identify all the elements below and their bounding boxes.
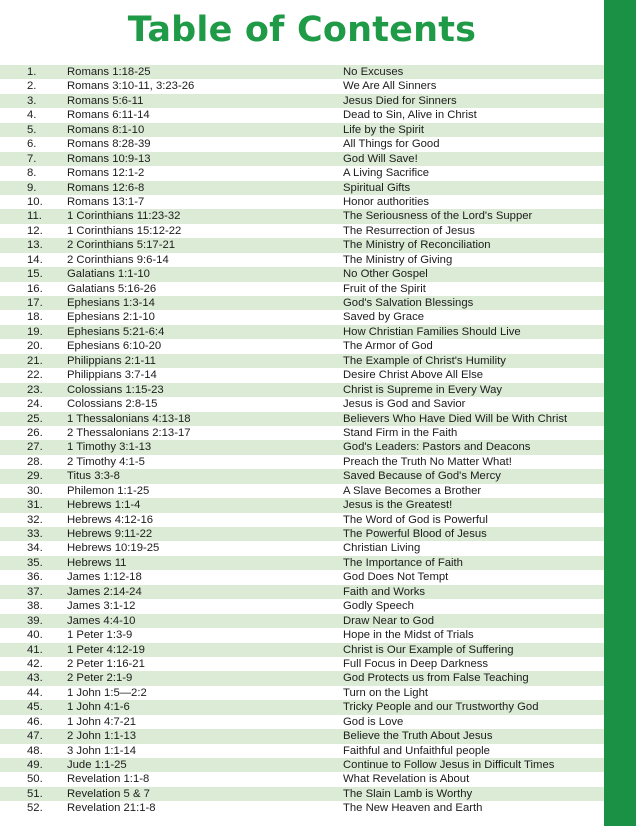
toc-row xyxy=(0,801,604,815)
entry-reference: Romans 8:1-10 xyxy=(67,123,145,136)
toc-row xyxy=(0,397,604,411)
entry-title: Jesus Died for Sinners xyxy=(343,94,457,107)
entry-number: 45. xyxy=(27,701,43,714)
entry-reference: 1 Corinthians 15:12-22 xyxy=(67,224,182,237)
entry-number: 47. xyxy=(27,730,43,743)
toc-row xyxy=(0,556,604,570)
entry-reference: Colossians 2:8-15 xyxy=(67,398,158,411)
entry-reference: Romans 5:6-11 xyxy=(67,94,144,107)
toc-row xyxy=(0,700,604,714)
entry-reference: Romans 12:6-8 xyxy=(67,181,145,194)
entry-reference: James 3:1-12 xyxy=(67,600,136,613)
entry-title: The Ministry of Reconciliation xyxy=(343,239,491,252)
toc-row xyxy=(0,238,604,252)
entry-number: 52. xyxy=(27,802,43,815)
page-title: Table of Contents xyxy=(127,10,477,50)
entry-reference: 1 Peter 4:12-19 xyxy=(67,643,145,656)
entry-number: 41. xyxy=(27,643,43,656)
toc-row xyxy=(0,513,604,527)
entry-number: 29. xyxy=(27,470,43,483)
entry-reference: 2 Thessalonians 2:13-17 xyxy=(67,426,191,439)
toc-row xyxy=(0,296,604,310)
entry-title: The Example of Christ's Humility xyxy=(343,354,506,367)
toc-row xyxy=(0,253,604,267)
entry-reference: James 4:4-10 xyxy=(67,614,136,627)
toc-row xyxy=(0,166,604,180)
toc-row xyxy=(0,772,604,786)
entry-title: Tricky People and our Trustworthy God xyxy=(343,701,539,714)
entry-number: 3. xyxy=(27,94,37,107)
entry-title: Spiritual Gifts xyxy=(343,181,411,194)
toc-row xyxy=(0,585,604,599)
entry-title: Godly Speech xyxy=(343,600,414,613)
toc-row xyxy=(0,79,604,93)
entry-reference: Ephesians 1:3-14 xyxy=(67,297,155,309)
entry-number: 7. xyxy=(27,152,37,165)
entry-reference: 2 Peter 1:16-21 xyxy=(67,657,145,670)
entry-title: Jesus is God and Savior xyxy=(343,398,466,411)
toc-row xyxy=(0,181,604,195)
toc-row xyxy=(0,282,604,296)
entry-number: 21. xyxy=(27,354,43,367)
entry-number: 9. xyxy=(27,181,37,194)
entry-reference: James 2:14-24 xyxy=(67,585,142,598)
entry-number: 42. xyxy=(27,657,43,670)
entry-number: 44. xyxy=(27,686,43,699)
entry-reference: Revelation 21:1-8 xyxy=(67,802,156,815)
entry-number: 25. xyxy=(27,412,43,425)
toc-row xyxy=(0,614,604,628)
entry-title: The Powerful Blood of Jesus xyxy=(343,528,487,540)
toc-row xyxy=(0,267,604,281)
entry-reference: 1 Peter 1:3-9 xyxy=(67,629,133,642)
toc-row xyxy=(0,108,604,122)
entry-reference: Ephesians 5:21-6:4 xyxy=(67,325,165,338)
entry-number: 51. xyxy=(27,787,43,800)
entry-title: A Slave Becomes a Brother xyxy=(343,484,482,497)
entry-reference: 2 Corinthians 5:17-21 xyxy=(67,239,176,252)
toc-row xyxy=(0,354,604,368)
entry-title: Draw Near to God xyxy=(343,614,435,627)
entry-title: The Ministry of Giving xyxy=(343,253,453,266)
entry-reference: 2 Timothy 4:1-5 xyxy=(67,455,145,468)
entry-number: 14. xyxy=(27,253,43,266)
entry-reference: Romans 6:11-14 xyxy=(67,109,150,122)
entry-reference: 2 Peter 2:1-9 xyxy=(67,672,133,685)
entry-number: 10. xyxy=(27,195,43,208)
toc-row xyxy=(0,484,604,498)
entry-title: The Armor of God xyxy=(343,340,433,353)
toc-row xyxy=(0,209,604,223)
entry-number: 16. xyxy=(27,282,43,295)
entry-number: 2. xyxy=(27,80,37,93)
entry-title: Preach the Truth No Matter What! xyxy=(343,455,512,468)
entry-reference: Romans 12:1-2 xyxy=(67,167,145,180)
entry-title: God Will Save! xyxy=(343,152,418,165)
entry-number: 50. xyxy=(27,773,43,786)
entry-number: 32. xyxy=(27,513,43,526)
toc-row xyxy=(0,570,604,584)
green-side-bar xyxy=(604,0,636,826)
entry-reference: 1 John 1:5—2:2 xyxy=(67,686,147,699)
entry-reference: 2 John 1:1-13 xyxy=(67,730,137,743)
toc-row xyxy=(0,729,604,743)
toc-row xyxy=(0,368,604,382)
entry-number: 34. xyxy=(27,542,43,555)
entry-number: 26. xyxy=(27,426,43,439)
entry-number: 43. xyxy=(27,672,43,685)
entry-number: 15. xyxy=(27,268,43,281)
entry-number: 40. xyxy=(27,629,43,642)
entry-reference: 1 Corinthians 11:23-32 xyxy=(67,210,181,223)
entry-title: The Slain Lamb is Worthy xyxy=(343,787,473,800)
toc-row xyxy=(0,758,604,772)
entry-number: 5. xyxy=(27,123,37,136)
entry-title: The New Heaven and Earth xyxy=(343,802,483,815)
entry-title: Faithful and Unfaithful people xyxy=(343,744,490,757)
entry-title: Stand Firm in the Faith xyxy=(343,426,458,439)
entry-number: 13. xyxy=(27,239,43,252)
entry-title: Jesus is the Greatest! xyxy=(343,499,453,512)
toc-row xyxy=(0,383,604,397)
entry-title: Believe the Truth About Jesus xyxy=(343,730,493,743)
entry-title: No Other Gospel xyxy=(343,268,428,281)
entry-title: All Things for Good xyxy=(343,138,440,151)
entry-title: Faith and Works xyxy=(343,585,426,598)
entry-reference: Revelation 1:1-8 xyxy=(67,773,150,786)
toc-row xyxy=(0,339,604,353)
entry-reference: Revelation 5 & 7 xyxy=(67,787,150,800)
entry-reference: Hebrews 4:12-16 xyxy=(67,513,154,526)
entry-title: What Revelation is About xyxy=(343,773,470,786)
entry-reference: 3 John 1:1-14 xyxy=(67,744,137,757)
entry-title: Life by the Spirit xyxy=(343,123,425,136)
toc-row xyxy=(0,744,604,758)
entry-reference: 1 Thessalonians 4:13-18 xyxy=(67,412,191,425)
entry-reference: Hebrews 9:11-22 xyxy=(67,528,153,540)
entry-number: 17. xyxy=(27,297,43,309)
entry-number: 6. xyxy=(27,138,37,151)
entry-reference: 1 John 4:1-6 xyxy=(67,701,130,714)
entry-reference: James 1:12-18 xyxy=(67,571,142,584)
entry-number: 27. xyxy=(27,441,43,454)
entry-number: 28. xyxy=(27,455,43,468)
entry-reference: Romans 1:18-25 xyxy=(67,66,151,78)
toc-row xyxy=(0,123,604,137)
toc-row xyxy=(0,527,604,541)
toc-row xyxy=(0,671,604,685)
entry-number: 23. xyxy=(27,383,43,396)
entry-title: God's Leaders: Pastors and Deacons xyxy=(343,441,531,454)
entry-reference: Philippians 3:7-14 xyxy=(67,369,157,382)
entry-reference: Titus 3:3-8 xyxy=(67,470,120,483)
entry-number: 48. xyxy=(27,744,43,757)
entry-number: 4. xyxy=(27,109,37,122)
entry-title: The Seriousness of the Lord's Supper xyxy=(343,210,533,223)
entry-reference: Philemon 1:1-25 xyxy=(67,484,150,497)
entry-reference: Colossians 1:15-23 xyxy=(67,383,164,396)
toc-row xyxy=(0,657,604,671)
toc-row xyxy=(0,787,604,801)
entry-title: Dead to Sin, Alive in Christ xyxy=(343,109,477,122)
toc-row xyxy=(0,426,604,440)
entry-title: God is Love xyxy=(343,715,404,728)
entry-title: How Christian Families Should Live xyxy=(343,325,521,338)
entry-title: Full Focus in Deep Darkness xyxy=(343,657,489,670)
entry-title: God Does Not Tempt xyxy=(343,571,449,584)
toc-row xyxy=(0,541,604,555)
toc-row xyxy=(0,224,604,238)
toc-row xyxy=(0,65,604,79)
entry-reference: Galatians 1:1-10 xyxy=(67,268,150,281)
entry-number: 31. xyxy=(27,499,43,512)
entry-reference: Jude 1:1-25 xyxy=(67,759,127,771)
entry-title: Christian Living xyxy=(343,542,421,555)
entry-title: God Protects us from False Teaching xyxy=(343,672,529,685)
toc-row xyxy=(0,455,604,469)
toc-row xyxy=(0,412,604,426)
entry-number: 1. xyxy=(27,66,37,78)
entry-number: 12. xyxy=(27,224,43,237)
entry-number: 38. xyxy=(27,600,43,613)
entry-reference: Romans 13:1-7 xyxy=(67,195,145,208)
entry-number: 36. xyxy=(27,571,43,584)
entry-reference: Ephesians 6:10-20 xyxy=(67,340,162,353)
entry-reference: Hebrews 10:19-25 xyxy=(67,542,160,555)
entry-reference: Hebrews 11 xyxy=(67,556,127,569)
entry-title: Honor authorities xyxy=(343,195,430,208)
entry-number: 11. xyxy=(27,210,42,223)
entry-number: 18. xyxy=(27,311,43,324)
toc-row xyxy=(0,94,604,108)
toc-row xyxy=(0,137,604,151)
entry-reference: Galatians 5:16-26 xyxy=(67,282,157,295)
toc-row xyxy=(0,152,604,166)
entry-reference: Romans 3:10-11, 3:23-26 xyxy=(67,80,195,93)
entry-number: 22. xyxy=(27,369,43,382)
entry-reference: Ephesians 2:1-10 xyxy=(67,311,155,324)
entry-number: 8. xyxy=(27,167,37,180)
entry-title: Saved Because of God's Mercy xyxy=(343,470,501,483)
entry-number: 20. xyxy=(27,340,43,353)
toc-row xyxy=(0,599,604,613)
entry-number: 37. xyxy=(27,585,43,598)
entry-number: 33. xyxy=(27,528,43,540)
entry-title: Believers Who Have Died Will be With Christ xyxy=(343,412,568,425)
entry-title: A Living Sacrifice xyxy=(343,167,430,180)
entry-number: 39. xyxy=(27,614,43,627)
entry-number: 19. xyxy=(27,325,43,338)
entry-title: No Excuses xyxy=(343,66,404,78)
toc-row xyxy=(0,310,604,324)
entry-reference: 1 John 4:7-21 xyxy=(67,715,137,728)
entry-title: Fruit of the Spirit xyxy=(343,282,426,295)
entry-title: The Resurrection of Jesus xyxy=(343,224,475,237)
entry-title: Christ is Our Example of Suffering xyxy=(343,643,514,656)
entry-title: Hope in the Midst of Trials xyxy=(343,629,474,642)
toc-row xyxy=(0,325,604,339)
entry-number: 49. xyxy=(27,759,43,771)
entry-title: Continue to Follow Jesus in Difficult Times xyxy=(343,759,555,771)
toc-row xyxy=(0,628,604,642)
toc-row xyxy=(0,715,604,729)
entry-reference: 2 Corinthians 9:6-14 xyxy=(67,253,169,266)
toc-list xyxy=(0,65,604,816)
entry-title: God's Salvation Blessings xyxy=(343,297,474,309)
entry-title: Desire Christ Above All Else xyxy=(343,369,484,382)
entry-number: 35. xyxy=(27,556,43,569)
entry-reference: Hebrews 1:1-4 xyxy=(67,499,141,512)
entry-title: Saved by Grace xyxy=(343,311,425,324)
entry-title: We Are All Sinners xyxy=(343,80,437,93)
entry-number: 46. xyxy=(27,715,43,728)
entry-title: Christ is Supreme in Every Way xyxy=(343,383,503,396)
toc-row xyxy=(0,643,604,657)
entry-number: 24. xyxy=(27,398,43,411)
toc-row xyxy=(0,440,604,454)
toc-row xyxy=(0,686,604,700)
entry-title: The Word of God is Powerful xyxy=(343,513,488,526)
entry-number: 30. xyxy=(27,484,43,497)
toc-row xyxy=(0,469,604,483)
entry-reference: Philippians 2:1-11 xyxy=(67,354,156,367)
toc-row xyxy=(0,195,604,209)
entry-reference: 1 Timothy 3:1-13 xyxy=(67,441,152,454)
entry-reference: Romans 8:28-39 xyxy=(67,138,151,151)
toc-row xyxy=(0,498,604,512)
entry-title: The Importance of Faith xyxy=(343,556,463,569)
entry-title: Turn on the Light xyxy=(343,686,428,699)
entry-reference: Romans 10:9-13 xyxy=(67,152,151,165)
